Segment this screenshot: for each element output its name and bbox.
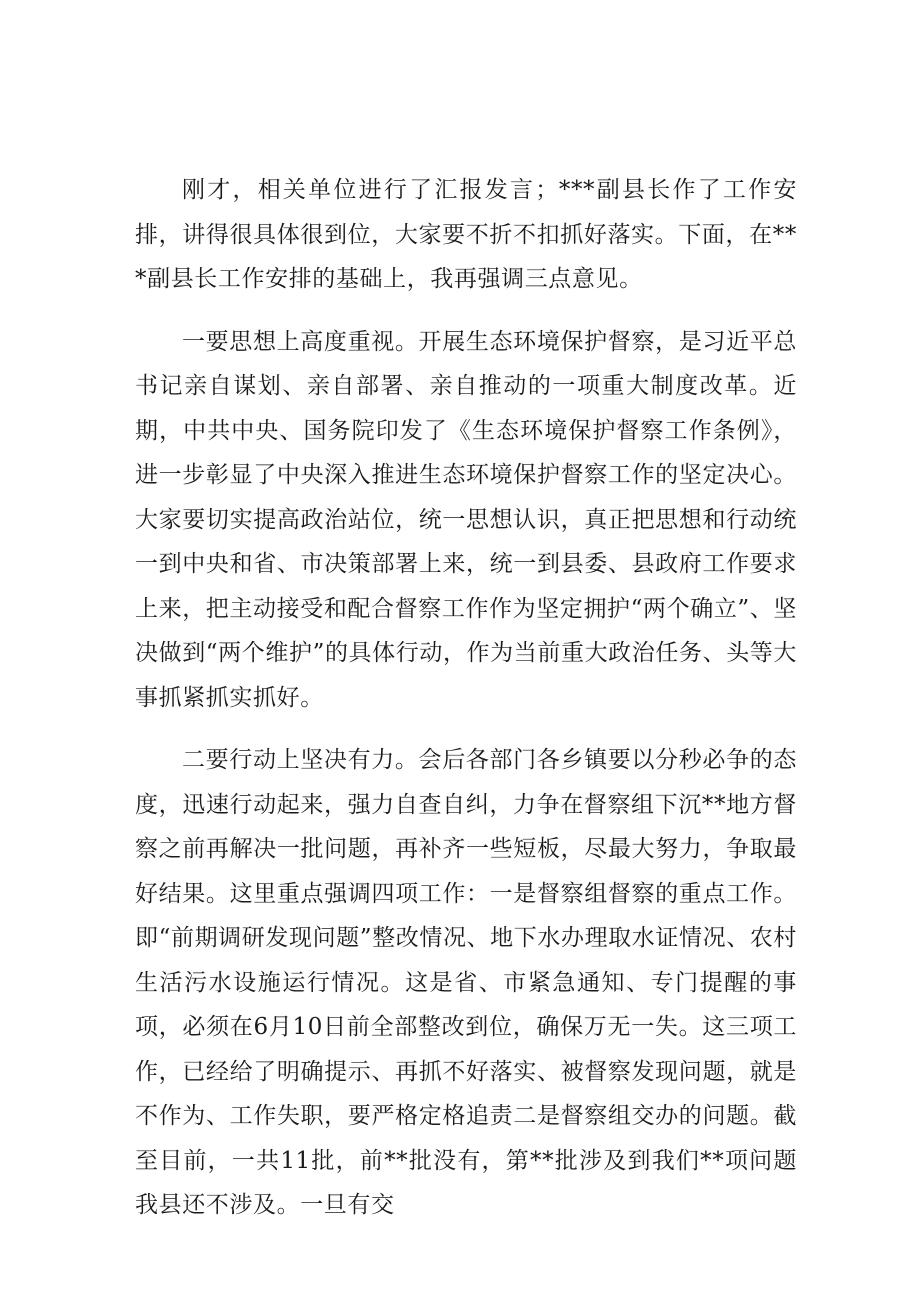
paragraph-opening: 刚才，相关单位进行了汇报发言；***副县长作了工作安排，讲得很具体很到位，大家要不折不扣抓好落实。下面，在***副县长工作安排的基础上，我再强调三点意见。 — [135, 177, 797, 292]
document-body — [135, 168, 797, 1228]
paragraph-point-one: 一要思想上高度重视。开展生态环境保护督察，是习近平总书记亲自谋划、亲自部署、亲自推动的一项重大制度改革。近期，中共中央、国务院印发了《生态环境保护督察工作条例》，进一步彰显了中央深入推进生态环境保护督察工作的坚定决心。大家要切实提高政治站位，统一思想认识，真正把思想和行动统一到中央和省、市决策部署上来，统一到县委、县政府工作要求上来，把主动接受和配合督察工作作为坚定拥护“两个确立”、坚决做到“两个维护”的具体行动，作为当前重大政治任务、头等大事抓紧抓实抓好。 — [135, 328, 797, 711]
paragraph-point-two: 二要行动上坚决有力。会后各部门各乡镇要以分秒必争的态度，迅速行动起来，强力自查自纠，力争在督察组下沉**地方督察之前再解决一批问题，再补齐一些短板，尽最大努力，争取最好结果。这里重点强调四项工作：一是督察组督察的重点工作。即“前期调研发现问题”整改情况、地下水办理取水证情况、农村生活污水设施运行情况。这是省、市紧急通知、专门提醒的事项，必须在6月10日前全部整改到位，确保万无一失。这三项工作，已经给了明确提示、再抓不好落实、被督察发现问题，就是不作为、工作失职，要严格定格追责二是督察组交办的问题。截至目前，一共11批，前**批没有，第**批涉及到我们**项问题我县还不涉及。一旦有交 — [135, 747, 797, 1218]
